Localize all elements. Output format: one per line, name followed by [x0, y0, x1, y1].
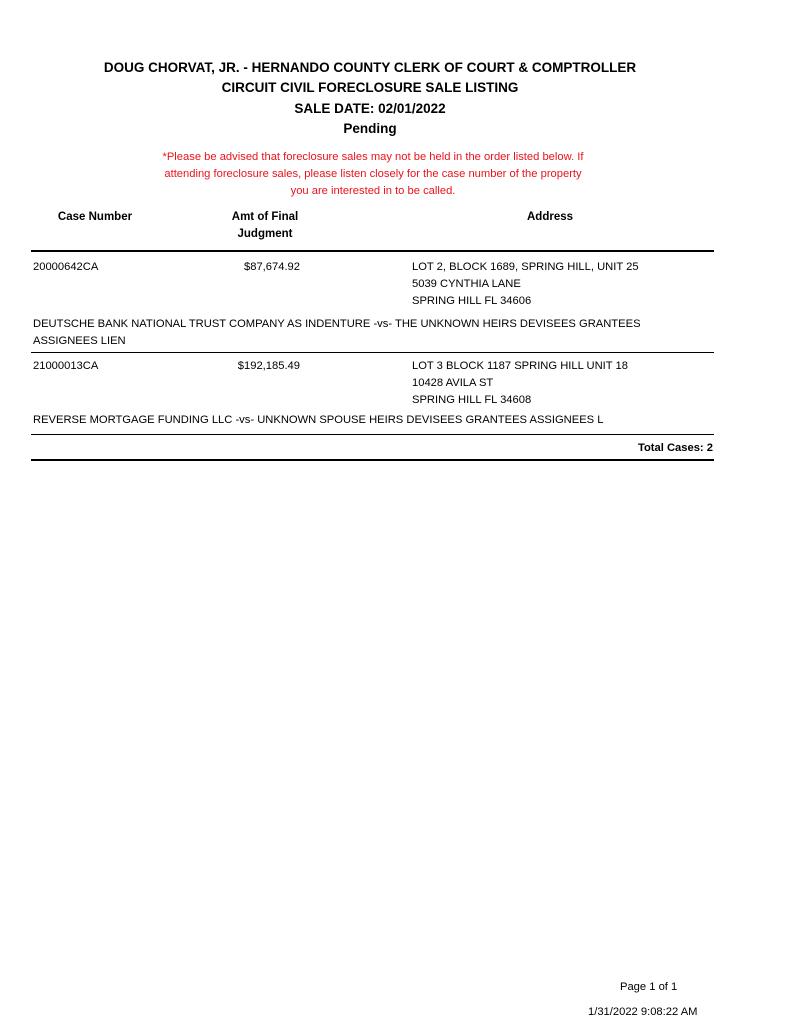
judgment-amount: $192,185.49	[237, 360, 300, 372]
header-divider	[31, 250, 714, 252]
address-line-1: LOT 3 BLOCK 1187 SPRING HILL UNIT 18	[412, 360, 628, 372]
foreclosure-notice: *Please be advised that foreclosure sales may not be held in the order listed below. If attending foreclosure sales, please listen closely for the case number of the property you are interested in to be called.	[162, 151, 584, 197]
case-parties: DEUTSCHE BANK NATIONAL TRUST COMPANY AS INDENTURE -vs- THE UNKNOWN HEIRS DEVISEES GRANTEES ASSIGNEES LIEN	[33, 318, 641, 347]
column-header-address: Address	[526, 211, 574, 223]
case-parties: REVERSE MORTGAGE FUNDING LLC -vs- UNKNOWN SPOUSE HEIRS DEVISEES GRANTEES ASSIGNEES L	[33, 414, 604, 426]
column-header-case-number: Case Number	[57, 211, 133, 223]
address-line-1: LOT 2, BLOCK 1689, SPRING HILL, UNIT 25	[412, 261, 639, 273]
address-line-2: 5039 CYNTHIA LANE	[412, 278, 521, 290]
sale-date: SALE DATE: 02/01/2022	[294, 101, 446, 116]
column-header-amount: Amt of Final Judgment	[231, 211, 299, 240]
case-number: 20000642CA	[33, 261, 99, 273]
listing-title: CIRCUIT CIVIL FORECLOSURE SALE LISTING	[221, 80, 519, 95]
judgment-amount: $87,674.92	[244, 261, 300, 273]
status-label: Pending	[343, 121, 397, 136]
page-number: Page 1 of 1	[620, 981, 678, 993]
print-timestamp: 1/31/2022 9:08:22 AM	[588, 1006, 698, 1018]
address-line-3: SPRING HILL FL 34606	[412, 295, 532, 307]
row-divider	[31, 352, 714, 353]
address-line-3: SPRING HILL FL 34608	[412, 394, 532, 406]
row-divider	[31, 434, 714, 435]
clerk-title: DOUG CHORVAT, JR. - HERNANDO COUNTY CLERK OF COURT & COMPTROLLER	[103, 60, 637, 75]
total-divider	[31, 459, 714, 461]
total-cases: Total Cases: 2	[637, 442, 713, 454]
address-line-2: 10428 AVILA ST	[412, 377, 494, 389]
case-number: 21000013CA	[33, 360, 99, 372]
